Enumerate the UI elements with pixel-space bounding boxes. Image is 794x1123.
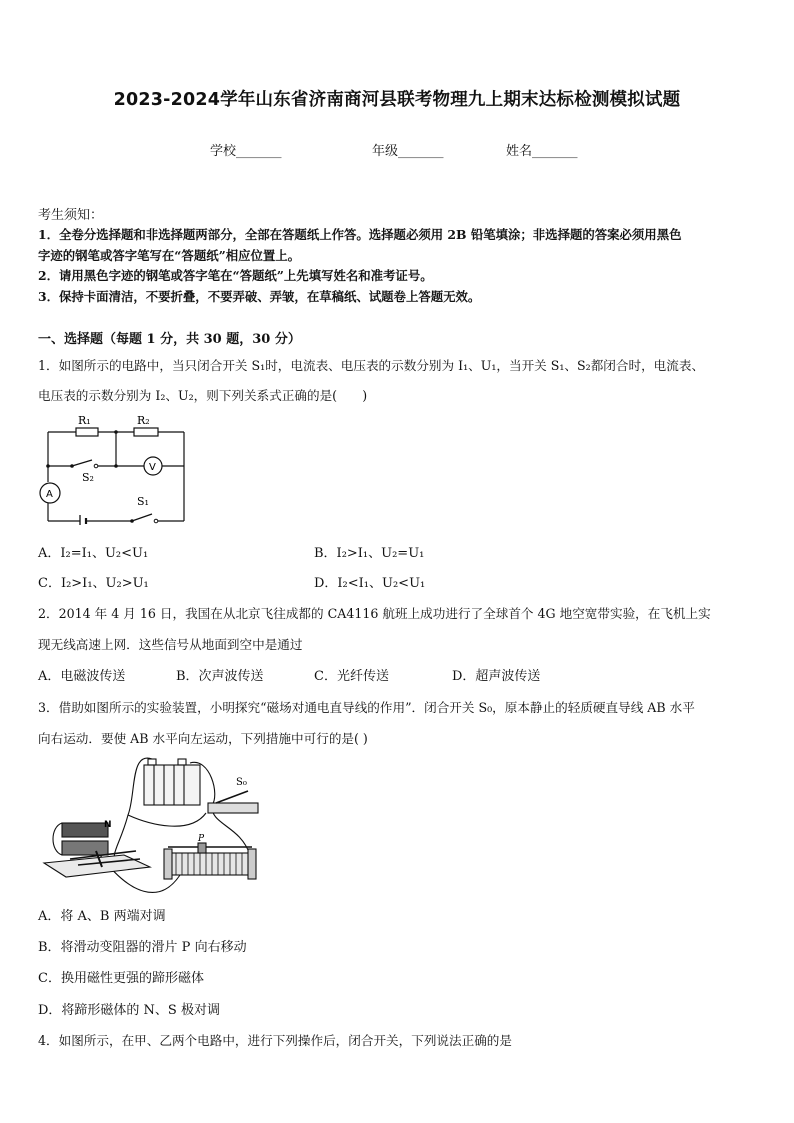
school-field: 学校_______ — [210, 144, 282, 159]
ammeter-label: A — [46, 489, 53, 500]
voltmeter-label: V — [149, 462, 156, 473]
q1-stem-line-2: 电压表的示数分别为 I₂、U₂，则下列关系式正确的是( ) — [38, 388, 368, 403]
s1-label: S₁ — [137, 495, 149, 508]
q3-option-b: B．将滑动变阻器的滑片 P 向右移动 — [38, 940, 247, 955]
q2-option-b: B．次声波传送 — [176, 669, 264, 684]
q1-option-d: D．I₂<I₁、U₂<U₁ — [314, 576, 426, 591]
r2-label: R₂ — [137, 414, 150, 427]
grade-field: 年级_______ — [372, 144, 444, 159]
page-title: 2023-2024学年山东省济南商河县联考物理九上期末达标检测模拟试题 — [113, 90, 681, 110]
q2-stem-line-2: 现无线高速上网．这些信号从地面到空中是通过 — [38, 637, 303, 652]
slider-p-label: P — [198, 834, 205, 844]
q3-apparatus-figure — [40, 755, 270, 895]
notice-item-1-line-1: 1．全卷分选择题和非选择题两部分，全部在答题纸上作答。选择题必须用 2B 铅笔填涂；非选择题的答案必须用黑色 — [38, 227, 682, 242]
q2-stem-line-1: 2．2014 年 4 月 16 日，我国在从北京飞往成都的 CA4116 航班上成功进行了全球首个 4G 地空宽带实验，在飞机上实 — [38, 606, 711, 621]
q1-option-a: A．I₂=I₁、U₂<U₁ — [38, 546, 149, 561]
q1-stem-line-1: 1．如图所示的电路中，当只闭合开关 S₁时，电流表、电压表的示数分别为 I₁、U₁，当开关 S₁、S₂都闭合时，电流表、 — [38, 358, 705, 373]
q2-option-d: D．超声波传送 — [452, 669, 541, 684]
q1-option-c: C．I₂>I₁、U₂>U₁ — [38, 576, 149, 591]
s0-label: S₀ — [236, 777, 247, 788]
q4-stem-line-1: 4．如图所示，在甲、乙两个电路中，进行下列操作后，闭合开关，下列说法正确的是 — [38, 1033, 512, 1048]
q2-option-c: C．光纤传送 — [314, 669, 389, 684]
q3-option-d: D．将蹄形磁体的 N、S 极对调 — [38, 1003, 220, 1018]
name-field: 姓名_______ — [506, 144, 578, 159]
magnet-n-label: N — [104, 820, 112, 830]
q3-stem-line-2: 向右运动．要使 AB 水平向左运动，下列措施中可行的是( ) — [38, 731, 368, 746]
section-heading: 一、选择题（每题 1 分，共 30 题，30 分） — [38, 332, 301, 347]
q1-circuit-diagram — [36, 410, 196, 525]
r1-label: R₁ — [78, 414, 91, 427]
q2-option-a: A．电磁波传送 — [38, 669, 126, 684]
notice-item-3: 3．保持卡面清洁，不要折叠，不要弄破、弄皱，在草稿纸、试题卷上答题无效。 — [38, 289, 481, 304]
s2-label: S₂ — [82, 471, 94, 484]
q1-option-b: B．I₂>I₁、U₂=U₁ — [314, 546, 425, 561]
q3-option-a: A．将 A、B 两端对调 — [38, 909, 166, 924]
q3-stem-line-1: 3．借助如图所示的实验装置，小明探究“磁场对通电直导线的作用”．闭合开关 S₀，原本静止的轻质硬直导线 AB 水平 — [38, 700, 695, 715]
q3-option-c: C．换用磁性更强的蹄形磁体 — [38, 971, 204, 986]
notice-item-2: 2．请用黑色字迹的钢笔或答字笔在“答题纸”上先填写姓名和准考证号。 — [38, 268, 433, 283]
notice-item-1-line-2: 字迹的钢笔或答字笔写在“答题纸”相应位置上。 — [38, 248, 301, 263]
notice-heading: 考生须知： — [38, 208, 104, 223]
